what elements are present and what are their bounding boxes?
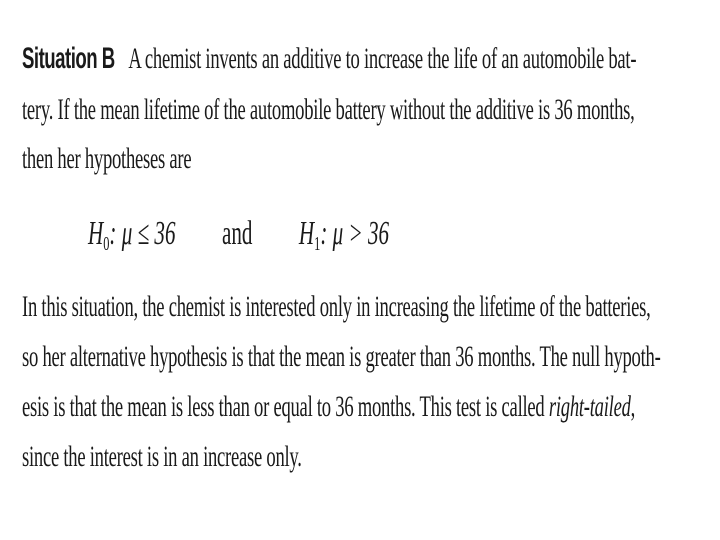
situation-heading: Situation B (22, 42, 115, 75)
h0-subscript: 0 (103, 233, 110, 255)
explanation-line-3-text: esis is that the mean is less than or equal to 36 months. This test is called (22, 390, 549, 423)
explanation-line-4: since the interest is in an increase only. (22, 440, 302, 473)
intro-line-3: then her hypotheses are (22, 142, 192, 175)
intro-line-2: tery. If the mean lifetime of the automobile battery without the additive is 36 months, (22, 93, 635, 126)
h1-subscript: 1 (314, 233, 321, 255)
explanation-line-3-comma: , (630, 390, 636, 423)
h1-statement: : μ > 36 (320, 215, 390, 252)
hypotheses-connector: and (221, 215, 253, 252)
right-tailed-term: right-tailed (548, 390, 631, 423)
intro-line-1: A chemist invents an additive to increase the life of an automobile bat- (128, 42, 637, 75)
explanation-line-2: so her alternative hypothesis is that the mean is greater than 36 months. The null hypoth- (22, 340, 661, 373)
situation-first-line (22, 42, 694, 76)
h0-symbol: H (88, 215, 104, 252)
explanation-line-1: In this situation, the chemist is interested only in increasing the lifetime of the batteries, (22, 290, 651, 323)
h1-symbol: H (298, 215, 315, 252)
hypotheses-formula (88, 214, 389, 258)
explanation-line-3 (22, 390, 694, 424)
h0-statement: : μ ≤ 36 (109, 215, 176, 252)
